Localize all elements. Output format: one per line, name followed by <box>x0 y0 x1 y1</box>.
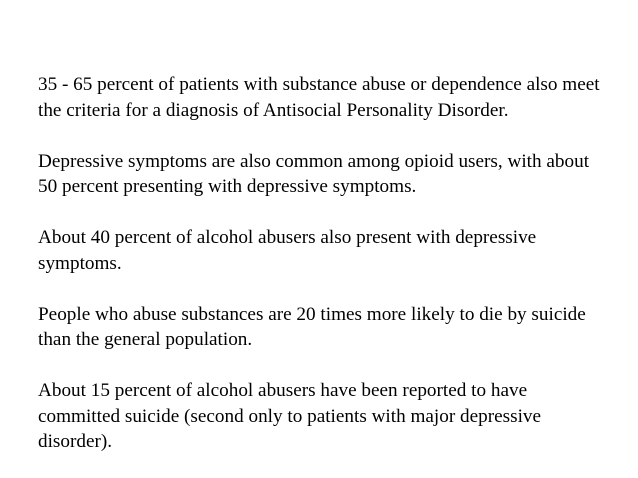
paragraph-opioid-depression: Depressive symptoms are also common among opioid users, with about 50 percent presenting with depressive symptoms. <box>38 150 590 197</box>
paragraph-alcohol-depression: About 40 percent of alcohol abusers also present with depressive symptoms. <box>38 227 537 274</box>
slide-body <box>38 72 608 455</box>
paragraph-antisocial-personality: 35 - 65 percent of patients with substance abuse or dependence also meet the criteria for a diagnosis of Antisocial Personality Disorder. <box>38 74 600 121</box>
paragraph-alcohol-suicide: About 15 percent of alcohol abusers have been reported to have committed suicide (second only to patients with major depressive disorder). <box>38 380 542 452</box>
paragraph-suicide-risk: People who abuse substances are 20 times more likely to die by suicide than the general population. <box>38 303 586 350</box>
